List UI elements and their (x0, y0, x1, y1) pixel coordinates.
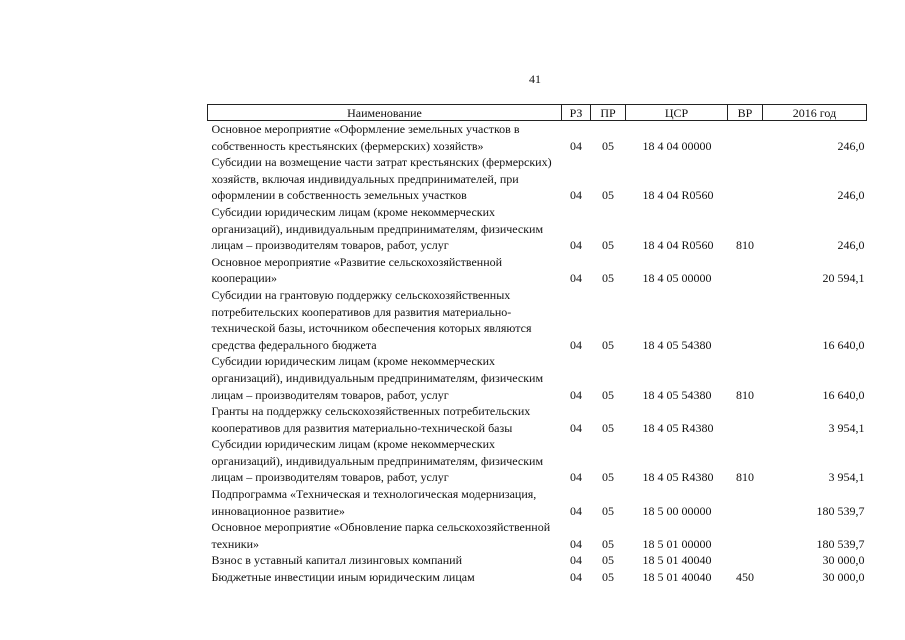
row-vr (728, 519, 763, 552)
page-number: 41 (529, 72, 541, 86)
row-name: Субсидии на возмещение части затрат крестьянских (фермерских) хозяйств, включая индивидуальных предпринимателей, при оформлении в собственность земельных участков (211, 155, 552, 203)
table-row (208, 353, 867, 403)
row-vr: 450 (736, 570, 754, 585)
table-row (208, 254, 867, 287)
row-sum: 3 954,1 (828, 420, 865, 435)
row-sum: 20 594,1 (822, 271, 865, 286)
row-sum: 246,0 (837, 238, 865, 253)
table-row (208, 154, 867, 204)
row-vr: 810 (736, 470, 754, 485)
row-csr: 18 5 01 40040 (642, 553, 712, 568)
table-row (208, 569, 867, 586)
header-rz: РЗ (562, 105, 591, 121)
row-rz: 04 (570, 553, 582, 568)
header-vr: ВР (728, 105, 763, 121)
row-name: Взнос в уставный капитал лизинговых компаний (211, 553, 462, 568)
table-row (208, 519, 867, 552)
row-pr: 05 (602, 387, 614, 402)
budget-table (207, 104, 867, 586)
table-header (208, 105, 867, 121)
row-csr: 18 4 05 54380 (642, 387, 712, 402)
header-pr: ПР (591, 105, 626, 121)
row-name: Субсидии на грантовую поддержку сельскохозяйственных потребительских кооперативов для развития материально-технической базы, источником обеспечения которых являются средства федерального бюджета (211, 287, 532, 352)
row-sum: 30 000,0 (822, 553, 865, 568)
row-vr (728, 486, 763, 519)
row-csr: 18 4 04 R0560 (642, 188, 714, 203)
table-row (208, 436, 867, 486)
row-pr: 05 (602, 138, 614, 153)
header-csr: ЦСР (626, 105, 728, 121)
row-rz: 04 (570, 271, 582, 286)
row-name: Субсидии юридическим лицам (кроме некоммерческих организаций), индивидуальным предпринимателям, физическим лицам – производителям товаров, работ, услуг (211, 354, 544, 402)
row-name: Основное мероприятие «Оформление земельных участков в собственность крестьянских (фермерских) хозяйств» (211, 122, 520, 153)
row-vr (728, 254, 763, 287)
row-sum: 16 640,0 (822, 387, 865, 402)
row-csr: 18 4 05 54380 (642, 337, 712, 352)
row-sum: 16 640,0 (822, 337, 865, 352)
row-pr: 05 (602, 271, 614, 286)
header-sum: 2016 год (763, 105, 867, 121)
row-name: Бюджетные инвестиции иным юридическим лицам (211, 570, 475, 585)
row-csr: 18 4 04 00000 (642, 138, 712, 153)
row-name: Основное мероприятие «Развитие сельскохозяйственной кооперации» (211, 254, 503, 286)
row-rz: 04 (570, 470, 582, 485)
row-pr: 05 (602, 188, 614, 203)
row-name: Субсидии юридическим лицам (кроме некоммерческих организаций), индивидуальным предпринимателям, физическим лицам – производителям товаров, работ, услуг (211, 204, 544, 253)
row-rz: 04 (570, 138, 582, 153)
row-csr: 18 4 05 R4380 (642, 420, 714, 435)
row-sum: 180 539,7 (816, 503, 865, 518)
row-rz: 04 (570, 238, 582, 253)
row-vr: 810 (736, 238, 754, 253)
row-name: Гранты на поддержку сельскохозяйственных потребительских кооперативов для развития материально-технической базы (211, 404, 531, 435)
row-pr: 05 (602, 238, 614, 253)
row-csr: 18 5 01 40040 (642, 570, 712, 585)
row-name: Субсидии юридическим лицам (кроме некоммерческих организаций), индивидуальным предпринимателям, физическим лицам – производителям товаров, работ, услуг (211, 437, 544, 485)
row-csr: 18 4 05 R4380 (642, 470, 714, 485)
row-rz: 04 (570, 420, 582, 435)
row-vr: 810 (736, 387, 754, 402)
table-row (208, 121, 867, 155)
row-pr: 05 (602, 470, 614, 485)
row-pr: 05 (602, 570, 614, 585)
row-sum: 246,0 (837, 138, 865, 153)
table-row (208, 287, 867, 353)
row-pr: 05 (602, 503, 614, 518)
row-rz: 04 (570, 188, 582, 203)
row-rz: 04 (570, 570, 582, 585)
table-row (208, 486, 867, 519)
table-row (208, 403, 867, 436)
row-name: Подпрограмма «Техническая и технологическая модернизация, инновационное развитие» (211, 487, 537, 518)
header-name: Наименование (208, 105, 562, 121)
row-vr (728, 403, 763, 436)
row-vr (728, 154, 763, 204)
row-rz: 04 (570, 503, 582, 518)
row-csr: 18 5 00 00000 (642, 503, 712, 518)
header-row (208, 105, 867, 121)
row-vr (728, 552, 763, 569)
row-pr: 05 (602, 553, 614, 568)
row-name: Основное мероприятие «Обновление парка сельскохозяйственной техники» (211, 520, 551, 551)
row-rz: 04 (570, 337, 582, 352)
table-body (208, 121, 867, 586)
row-csr: 18 4 04 R0560 (642, 238, 714, 253)
row-sum: 246,0 (837, 188, 865, 203)
row-pr: 05 (602, 337, 614, 352)
row-pr: 05 (602, 420, 614, 435)
row-rz: 04 (570, 536, 582, 551)
table-row (208, 204, 867, 254)
row-sum: 180 539,7 (816, 536, 865, 551)
row-csr: 18 4 05 00000 (642, 271, 712, 286)
row-sum: 3 954,1 (828, 470, 865, 485)
row-pr: 05 (602, 536, 614, 551)
row-csr: 18 5 01 00000 (642, 536, 712, 551)
table-row (208, 552, 867, 569)
row-sum: 30 000,0 (822, 570, 865, 585)
row-vr (728, 287, 763, 353)
row-rz: 04 (570, 387, 582, 402)
row-vr (728, 121, 763, 155)
